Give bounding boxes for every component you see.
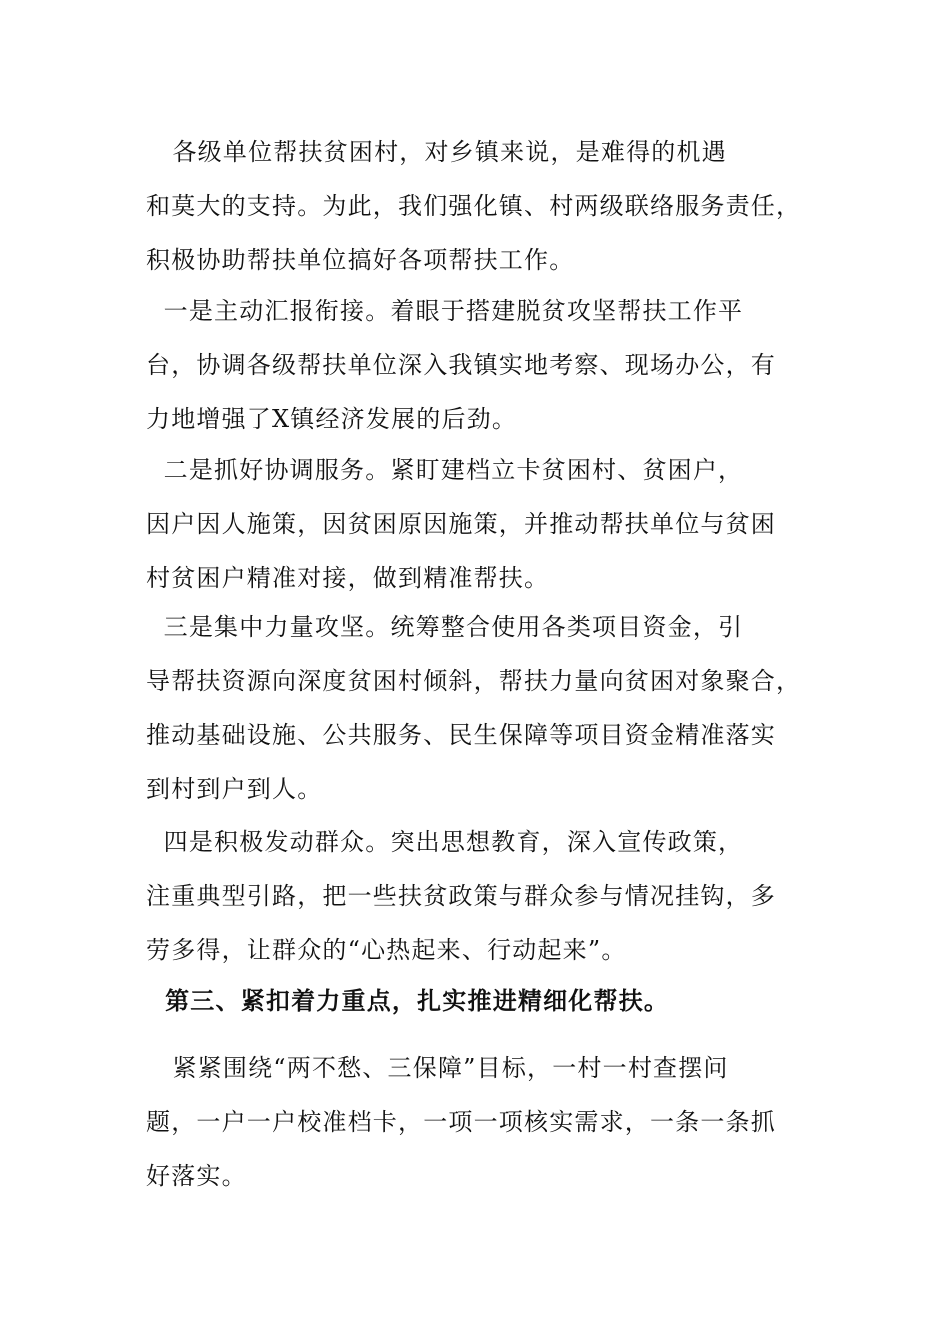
text-line: 导帮扶资源向深度贫困村倾斜，帮扶力量向贫困对象聚合， [146, 667, 802, 695]
text-line: 好落实。 [146, 1162, 247, 1190]
text-line: 积极协助帮扶单位搞好各项帮扶工作。 [146, 246, 575, 274]
text-line: 紧紧围绕“两不愁、三保障”目标，一村一村查摆问 [146, 1054, 729, 1082]
text-line: 力地增强了X镇经济发展的后劲。 [146, 405, 518, 433]
paragraph-point-three [146, 600, 802, 816]
text-line: 到村到户到人。 [146, 775, 323, 803]
paragraph-point-one [146, 284, 796, 446]
text-line: 四是积极发动群众。突出思想教育，深入宣传政策， [146, 828, 744, 856]
text-line: 和莫大的支持。为此，我们强化镇、村两级联络服务责任， [146, 192, 802, 220]
text-line: 劳多得，让群众的“心热起来、行动起来”。 [146, 936, 627, 964]
section-heading [146, 974, 796, 1028]
text-line: 注重典型引路，把一些扶贫政策与群众参与情况挂钩，多 [146, 882, 776, 910]
text-line: 推动基础设施、公共服务、民生保障等项目资金精准落实 [146, 721, 776, 749]
text-line: 二是抓好协调服务。紧盯建档立卡贫困村、贫困户， [146, 456, 744, 484]
text-line: 因户因人施策，因贫困原因施策，并推动帮扶单位与贫困 [146, 510, 776, 538]
text-line: 一是主动汇报衔接。着眼于搭建脱贫攻坚帮扶工作平 [146, 297, 744, 325]
text-line: 三是集中力量攻坚。统筹整合使用各类项目资金，引 [146, 613, 744, 641]
paragraph-point-two [146, 443, 796, 605]
text-line: 台，协调各级帮扶单位深入我镇实地考察、现场办公，有 [146, 351, 776, 379]
text-line: 村贫困户精准对接，做到精准帮扶。 [146, 564, 550, 592]
text-line: 各级单位帮扶贫困村，对乡镇来说，是难得的机遇 [146, 138, 727, 166]
paragraph-intro [146, 125, 802, 287]
text-line: 题，一户一户校准档卡，一项一项核实需求，一条一条抓 [146, 1108, 776, 1136]
heading-text: 第三、紧扣着力重点，扎实推进精细化帮扶。 [146, 986, 670, 1015]
paragraph-point-four [146, 815, 796, 977]
paragraph-section-body [146, 1041, 796, 1203]
